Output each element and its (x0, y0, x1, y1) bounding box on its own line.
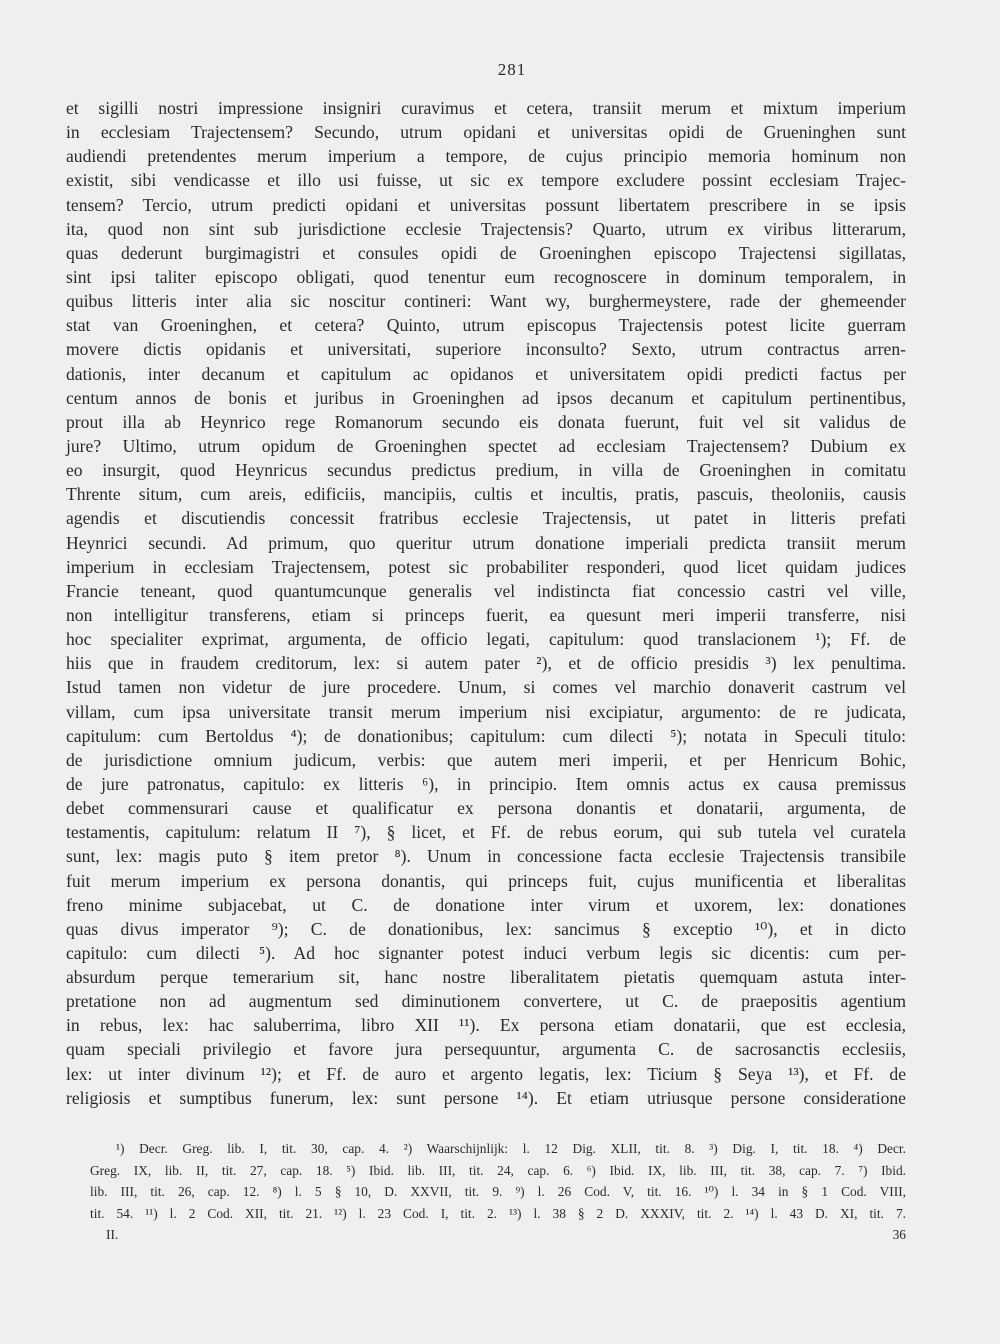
signature-line (90, 1224, 906, 1246)
body-line: quibus litteris inter alia sic noscitur contineri: Want wy, burghermeystere, rade der ghemeender (66, 291, 906, 312)
body-line: jure? Ultimo, utrum opidum de Groeninghen spectet ad ecclesiam Trajectensem? Dubium ex (66, 435, 906, 456)
footnote-line: ¹) Decr. Greg. lib. I, tit. 30, cap. 4. ²) Waarschijnlijk: l. 12 Dig. XLII, tit. 8. ³) Dig. I, tit. 18. ⁴) Decr. (116, 1141, 906, 1156)
body-line: in rebus, lex: hac saluberrima, libro XII ¹¹). Ex persona etiam donatarii, que est ecclesia, (66, 1015, 906, 1036)
body-line: hoc specialiter exprimat, argumenta, de officio legati, capitulum: quod translacionem ¹); Ff. de (66, 629, 906, 650)
footnote-line: Greg. IX, lib. II, tit. 27, cap. 18. ⁵) Ibid. lib. III, tit. 24, cap. 6. ⁶) Ibid. IX, lib. III, tit. 38, cap. 7. ⁷) Ibid. (90, 1162, 906, 1178)
body-line: prout illa ab Heynrico rege Romanorum secundo eis donata fuerunt, fuit vel sit validus de (66, 411, 906, 432)
body-line: religiosis et sumptibus funerum, lex: sunt persone ¹⁴). Et etiam utriusque persone consideratione (66, 1087, 906, 1108)
body-line: movere dictis opidanis et universitati, superiore inconsulto? Sexto, utrum contractus arren- (66, 339, 906, 360)
body-line: stat van Groeninghen, et cetera? Quinto, utrum episcopus Trajectensis potest licite guerram (66, 315, 906, 336)
body-line: Francie teneant, quod quantumcunque generalis vel indistincta fiat concessio castri vel ville, (66, 580, 906, 601)
footnotes (90, 1138, 906, 1246)
body-line: capitulum: cum Bertoldus ⁴); de donationibus; capitulum: cum dilecti ⁵); notata in Speculi titulo: (66, 725, 906, 746)
body-line: lex: ut inter divinum ¹²); et Ff. de auro et argento legatis, lex: Ticium § Seya ¹³), et Ff. de (66, 1063, 906, 1084)
body-line: fuit merum imperium ex persona donantis, qui princeps fuit, cujus munificentia et liberalitas (66, 870, 906, 891)
body-line: quas divus imperator ⁹); C. de donationibus, lex: sancimus § exceptio ¹⁰), et in dicto (66, 918, 906, 939)
body-text (66, 96, 906, 1110)
body-line: existit, sibi vendicasse et illo usi fuisse, ut sic ex tempore excludere possint ecclesiam Trajec- (66, 170, 906, 191)
footnote-line: tit. 54. ¹¹) l. 2 Cod. XII, tit. 21. ¹²) l. 23 Cod. I, tit. 2. ¹³) l. 38 § 2 D. XXXIV, tit. 2. ¹⁴) l. 43 D. XI, tit. 7. (90, 1205, 906, 1221)
body-line: imperium in ecclesiam Trajectensem, potest sic probabiliter responderi, quod licet quidam judices (66, 556, 906, 577)
body-line: eo insurgit, quod Heynricus secundus predictus predium, in villa de Groeninghen in comitatu (66, 460, 906, 481)
body-line: sunt, lex: magis puto § item pretor ⁸). Unum in concessione facta ecclesie Trajectensis transibile (66, 846, 906, 867)
body-line: testamentis, capitulum: relatum II ⁷), § licet, et Ff. de rebus eorum, qui sub tutela vel curatela (66, 822, 906, 843)
footnote-line: lib. III, tit. 26, cap. 12. ⁸) l. 5 § 10, D. XXVII, tit. 9. ⁹) l. 26 Cod. V, tit. 16. ¹⁰) l. 34 in § 1 Cod. VIII, (90, 1184, 906, 1200)
body-line: centum annos de bonis et juribus in Groeninghen ad ipsos decanum et capitulum pertinentibus, (66, 387, 906, 408)
body-line: et sigilli nostri impressione insigniri curavimus et cetera, transiit merum et mixtum imperium (66, 98, 906, 118)
body-line: quam speciali privilegio et favore jura persequuntur, argumenta C. de sacrosanctis ecclesiis, (66, 1039, 906, 1060)
signature-mark: II. (106, 1227, 119, 1243)
body-line: dationis, inter decanum et capitulum ac opidanos et universitatem opidi predicti factus per (66, 363, 906, 384)
body-line: quas dederunt burgimagistri et consules opidi de Groeninghen episcopo Trajectensi sigillatas, (66, 242, 906, 263)
body-line: freno minime subjacebat, ut C. de donatione inter virum et uxorem, lex: donationes (66, 894, 906, 915)
body-line: ita, quod non sint sub jurisdictione ecclesie Trajectensis? Quarto, utrum ex viribus litterarum, (66, 218, 906, 239)
body-line: villam, cum ipsa universitate transit merum imperium nisi excipiatur, argumento: de re judicata, (66, 701, 906, 722)
body-line: audiendi pretendentes merum imperium a tempore, de cujus principio memoria hominum non (66, 146, 906, 167)
body-line: hiis que in fraudem creditorum, lex: si autem pater ²), et de officio presidis ³) lex penultima. (66, 653, 906, 674)
body-line: de jurisdictione omnium judicum, verbis: que autem meri imperii, et per Henricum Bohic, (66, 749, 906, 770)
body-line: Thrente situm, cum areis, edificiis, mancipiis, cultis et incultis, pratis, pascuis, theoloniis, causis (66, 484, 906, 505)
body-line: tensem? Tercio, utrum predicti opidani et universitas possunt libertatem prescribere in se ipsis (66, 194, 906, 215)
body-line: in ecclesiam Trajectensem? Secundo, utrum opidani et universitas opidi de Grueninghen sunt (66, 122, 906, 143)
body-line: agendis et discutiendis concessit fratribus ecclesie Trajectensis, ut patet in litteris prefati (66, 508, 906, 529)
body-line: non intelligitur transferens, etiam si princeps fuerit, ea quesunt meri imperii transferre, nisi (66, 604, 906, 625)
body-line: absurdum perque temerarium sit, hanc nostre liberalitatem pietatis quemquam astuta inter- (66, 967, 906, 988)
page-number: 281 (497, 60, 527, 79)
body-line: sint ipsi taliter episcopo obligati, quod tenentur eum recognoscere in dominum temporalem, in (66, 266, 906, 287)
body-line: pretatione non ad augmentum sed diminutionem convertere, ut C. de praepositis agentium (66, 991, 906, 1012)
sheet-number: 36 (892, 1227, 906, 1243)
body-line: de jure patronatus, capitulo: ex litteris ⁶), in principio. Item omnis actus ex causa premissus (66, 773, 906, 794)
body-line: Istud tamen non videtur de jure procedere. Unum, si comes vel marchio donaverit castrum vel (66, 677, 906, 698)
body-line: Heynrici secundi. Ad primum, quo queritur utrum donatione imperiali predicta transiit merum (66, 532, 906, 553)
body-line: capitulo: cum dilecti ⁵). Ad hoc signanter potest induci verbum legis sic dicentis: cum per- (66, 942, 906, 963)
body-line: debet commensurari cause et qualificatur ex persona donantis et donatarii, argumenta, de (66, 798, 906, 819)
